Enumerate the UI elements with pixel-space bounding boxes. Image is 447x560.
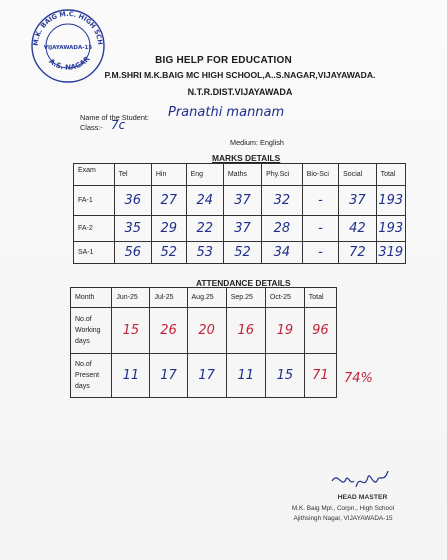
marks-cell: 34 <box>273 245 291 260</box>
marks-cell: 56 <box>124 245 142 260</box>
marks-col-maths: Maths <box>223 164 261 186</box>
marks-cell: 35 <box>124 221 142 236</box>
marks-cell: - <box>318 193 323 208</box>
marks-cell: 72 <box>349 245 366 260</box>
marks-cell: - <box>318 245 323 260</box>
attendance-percentage: 74% <box>344 371 373 386</box>
attendance-section-title: ATTENDANCE DETAILS <box>196 278 291 288</box>
attendance-col-jul: Jul-25 <box>150 288 187 308</box>
student-name-label: Name of the Student: <box>80 113 149 122</box>
marks-cell: 37 <box>349 193 366 208</box>
attendance-col-oct: Oct-25 <box>265 288 304 308</box>
medium-label: Medium: English <box>230 138 284 147</box>
marks-cell: 42 <box>349 221 366 236</box>
marks-row-fa2 <box>74 216 406 242</box>
svg-text:M.K. BAIG M.C. HIGH SCHOOL <box>28 6 104 46</box>
marks-col-exam: Exam <box>74 164 115 186</box>
marks-cell: 29 <box>160 221 177 236</box>
marks-col-social: Social <box>339 164 376 186</box>
attendance-row-present <box>71 354 337 398</box>
attendance-cell: 19 <box>276 323 294 338</box>
attendance-cell: 20 <box>198 323 215 338</box>
class-value: 7c <box>111 118 126 132</box>
marks-total-cell: 193 <box>378 221 404 236</box>
attendance-row-label: No.of Working days <box>71 308 112 354</box>
attendance-cell: 11 <box>122 368 140 383</box>
school-name: P.M.SHRI M.K.BAIG MC HIGH SCHOOL,A..S.NAGAR,VIJAYAWADA. <box>104 70 376 80</box>
document-title: BIG HELP FOR EDUCATION <box>155 55 292 66</box>
marks-col-eng: Eng <box>186 164 223 186</box>
attendance-row-working <box>71 308 337 354</box>
attendance-col-sep: Sep.25 <box>226 288 265 308</box>
attendance-header-row <box>71 288 337 308</box>
marks-total-cell: 193 <box>378 193 404 208</box>
marks-cell: 28 <box>273 221 291 236</box>
attendance-col-aug: Aug.25 <box>187 288 226 308</box>
stamp-outer-text: M.K. BAIG M.C. HIGH SCH <box>31 9 105 47</box>
marks-cell: 24 <box>196 193 213 208</box>
marks-cell: 37 <box>234 221 251 236</box>
marks-cell: 53 <box>196 245 213 260</box>
attendance-cell: 15 <box>276 368 294 383</box>
marks-col-biosci: Bio-Sci <box>302 164 338 186</box>
headmaster-stamp-line2: Ajithsingh Nagar, VIJAYAWADA-15 <box>293 515 393 522</box>
attendance-cell: 15 <box>122 323 140 338</box>
attendance-total-cell: 96 <box>312 323 329 338</box>
marks-cell: 22 <box>196 221 213 236</box>
headmaster-role: HEAD MASTER <box>337 494 388 501</box>
attendance-cell: 16 <box>237 323 255 338</box>
attendance-cell: 11 <box>237 368 255 383</box>
marks-cell: - <box>318 221 323 236</box>
marks-col-hin: Hin <box>151 164 186 186</box>
marks-total-cell: 319 <box>378 245 404 260</box>
district-name: N.T.R.DIST.VIJAYAWADA <box>187 87 293 97</box>
marks-cell: 32 <box>273 193 291 208</box>
marks-table <box>73 163 406 264</box>
attendance-cell: 26 <box>160 323 177 338</box>
marks-col-total: Total <box>376 164 405 186</box>
headmaster-stamp-line1: M.K. Baig Mpl., Corpn., High School <box>291 505 395 512</box>
marks-row-fa1 <box>74 186 406 216</box>
attendance-col-total: Total <box>304 288 336 308</box>
stamp-bottom-text: A.S. NAGAR <box>47 55 92 72</box>
marks-exam-label: SA-1 <box>74 242 115 264</box>
marks-cell: 52 <box>234 245 251 260</box>
marks-col-tel: Tel <box>114 164 151 186</box>
marks-cell: 36 <box>124 193 142 208</box>
marks-cell: 27 <box>160 193 177 208</box>
attendance-total-cell: 71 <box>312 368 329 383</box>
class-label: Class:- <box>80 123 103 132</box>
marks-col-physci: Phy.Sci <box>262 164 303 186</box>
marks-header-row <box>74 164 406 186</box>
marks-exam-label: FA-1 <box>74 186 115 216</box>
attendance-table <box>70 287 337 398</box>
attendance-col-month: Month <box>71 288 112 308</box>
attendance-row-label: No.of Present days <box>71 354 112 398</box>
stamp-inner-text: VIJAYAWADA-15 <box>43 45 93 51</box>
student-name-value: Pranathi mannam <box>168 105 285 120</box>
marks-section-title: MARKS DETAILS <box>212 153 281 163</box>
marks-cell: 37 <box>234 193 251 208</box>
attendance-col-jun: Jun-25 <box>112 288 150 308</box>
attendance-cell: 17 <box>160 368 177 383</box>
marks-cell: 52 <box>160 245 177 260</box>
signature-scribble-icon <box>330 467 390 493</box>
marks-exam-label: FA-2 <box>74 216 115 242</box>
marks-row-sa1 <box>74 242 406 264</box>
attendance-cell: 17 <box>198 368 215 383</box>
